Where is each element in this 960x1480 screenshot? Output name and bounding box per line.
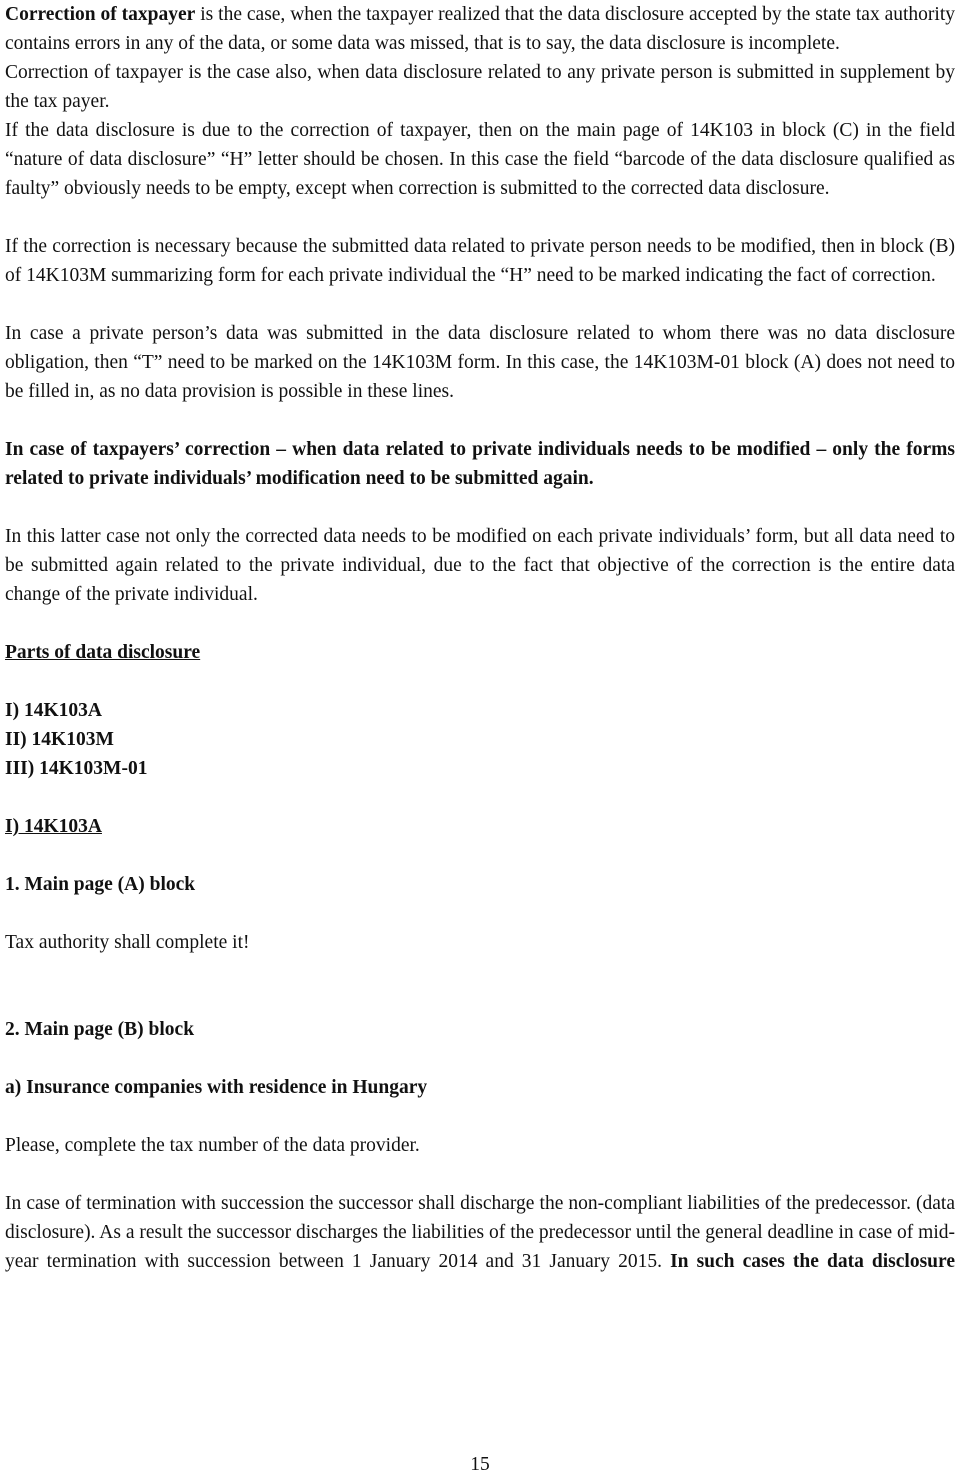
document-page xyxy=(5,0,955,1276)
spacer xyxy=(5,783,955,812)
spacer xyxy=(5,667,955,696)
paragraph-main-page-block-c: If the data disclosure is due to the correction of taxpayer, then on the main page of 14K103 in block (C) in the field “nature of data disclosure” “H” letter should be chosen. In this case the field “barcode of the data disclosure qualified as faulty” obviously needs to be empty, except when correction is submitted to the corrected data disclosure. xyxy=(5,120,955,199)
spacer xyxy=(5,493,955,522)
spacer xyxy=(5,899,955,928)
text-complete-tax-number: Please, complete the tax number of the data provider. xyxy=(5,1135,420,1156)
list-item: III) 14K103M-01 xyxy=(5,758,148,779)
spacer xyxy=(5,1044,955,1073)
page-number: 15 xyxy=(470,1454,490,1475)
paragraph-taxpayers-correction-bold: In case of taxpayers’ correction – when data related to private individuals needs to be modified – only the forms related to private individuals’ modification need to be submitted again. xyxy=(5,439,955,489)
spacer xyxy=(5,203,955,232)
heading-parts-of-data-disclosure: Parts of data disclosure xyxy=(5,642,201,663)
heading-main-page-a-block: 1. Main page (A) block xyxy=(5,874,196,895)
paragraph-no-obligation: In case a private person’s data was submitted in the data disclosure related to whom there was no data disclosure obligation, then “T” need to be marked on the 14K103M form. In this case, the 14K103M-01 block (A) does not need to be filled in, as no data provision is possible in these lines. xyxy=(5,323,955,402)
paragraph-latter-case: In this latter case not only the corrected data needs to be modified on each private individuals’ form, but all data need to be submitted again related to the private individual, due to the fact that objective of the correction is the entire data change of the private individual. xyxy=(5,526,955,605)
spacer xyxy=(5,1102,955,1131)
spacer xyxy=(5,609,955,638)
bold-continuation: In such cases the data disclosure xyxy=(670,1251,955,1272)
parts-list xyxy=(5,696,955,783)
spacer xyxy=(5,957,955,1015)
paragraph-text: is the case, when the taxpayer realized that the data disclosure accepted by the state tax authority contains errors in any of the data, or some data was missed, that is to say, the data disclosure is incomplete. xyxy=(5,4,956,54)
spacer xyxy=(5,406,955,435)
text-tax-authority-complete: Tax authority shall complete it! xyxy=(5,932,250,953)
spacer xyxy=(5,1160,955,1189)
paragraph-correction-definition xyxy=(5,0,955,58)
heading-insurance-companies-hungary: a) Insurance companies with residence in Hungary xyxy=(5,1077,428,1098)
paragraph-correction-supplement: Correction of taxpayer is the case also, when data disclosure related to any private person is submitted in supplement by the tax payer. xyxy=(5,62,955,112)
paragraph-termination-succession xyxy=(5,1189,955,1276)
spacer xyxy=(5,841,955,870)
list-item: I) 14K103A xyxy=(5,700,102,721)
heading-section-14k103a: I) 14K103A xyxy=(5,816,102,837)
spacer xyxy=(5,290,955,319)
term-correction-of-taxpayer: Correction of taxpayer xyxy=(5,4,196,25)
paragraph-text: In case of termination with succession the successor shall discharge the non-compliant liabilities of the predecessor. (data disclosure). As a result the successor discharges the liabilities of the predecessor until the general deadline in case of mid-year termination with succession between 1 January 2014 and 31 January 2015. xyxy=(5,1193,955,1272)
paragraph-block-b-correction: If the correction is necessary because the submitted data related to private person needs to be modified, then in block (B) of 14K103M summarizing form for each private individual the “H” need to be marked indicating the fact of correction. xyxy=(5,236,955,286)
heading-main-page-b-block: 2. Main page (B) block xyxy=(5,1019,195,1040)
list-item: II) 14K103M xyxy=(5,729,114,750)
